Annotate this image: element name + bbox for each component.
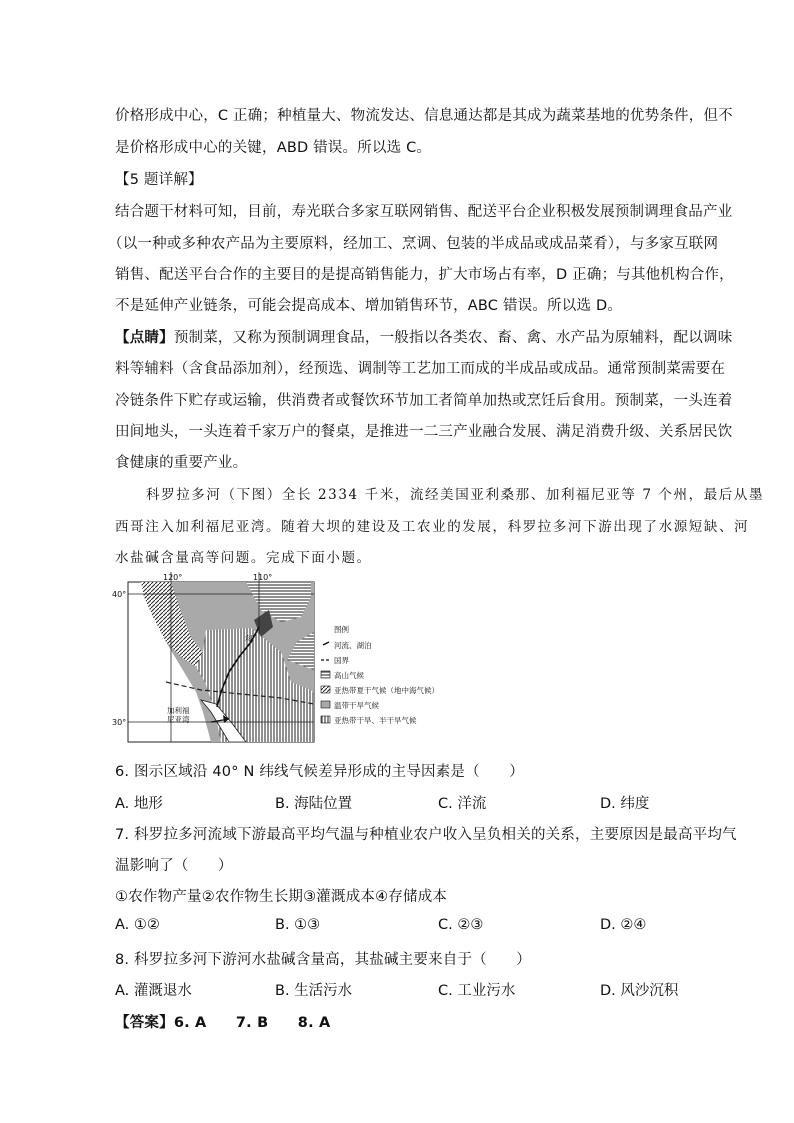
text-line bbox=[115, 326, 732, 347]
legend-mediterranean-swatch bbox=[321, 686, 330, 693]
note-text: 预制菜，又称为预制调理食品，一般指以各类农、畜、禽、水产品为原辅料，配以调味 bbox=[173, 330, 733, 346]
text-line: 食健康的重要产业。 bbox=[115, 455, 248, 471]
intro-line: 科罗拉多河（下图）全长 2334 千米，流经美国亚利桑那、加利福尼亚等 7 个州，最后从墨 bbox=[146, 487, 765, 503]
legend-river-icon bbox=[323, 642, 329, 645]
legend-item: 河流、湖泊 bbox=[334, 641, 372, 650]
question-6-option-a: A. 地形 bbox=[115, 796, 163, 812]
lat-label-40: 40° bbox=[112, 590, 127, 599]
text-line: 不是延伸产业链条，可能会提高成本、增加销售环节，ABC 错误。所以选 D。 bbox=[115, 298, 623, 314]
question-7-option-a: A. ①② bbox=[115, 917, 160, 933]
answer-label: 【答案】 bbox=[115, 1015, 174, 1031]
question-7-option-c: C. ②③ bbox=[438, 917, 484, 933]
gulf-label: 尼亚湾 bbox=[167, 715, 190, 724]
text-line: （以一种或多种农产品为主要原料，经加工、烹调、包装的半成品或成品菜肴），与多家互联网 bbox=[108, 236, 719, 252]
question-7-option-d: D. ②④ bbox=[600, 917, 647, 933]
question-8-option-c: C. 工业污水 bbox=[438, 983, 516, 999]
gulf-label: 加利福 bbox=[167, 706, 190, 715]
question-8-option-d: D. 风沙沉积 bbox=[600, 983, 679, 999]
legend-item: 亚热带干旱、半干旱气候 bbox=[334, 716, 417, 725]
question-6-option-c: C. 洋流 bbox=[438, 796, 487, 812]
legend-item: 高山气候 bbox=[334, 671, 364, 680]
question-7-stem: 温影响了（ ） bbox=[115, 858, 233, 874]
lat-label-30: 30° bbox=[112, 718, 127, 727]
text-line: 料等辅料（含食品添加剂），经预选、调制等工艺加工而成的半成品或成品。通常预制菜需要在 bbox=[115, 361, 726, 377]
question-7-stem: 7. 科罗拉多河流域下游最高平均气温与种植业农户收入呈负相关的关系，主要原因是最高平均气 bbox=[115, 827, 737, 843]
section-heading: 【5 题详解】 bbox=[115, 172, 203, 188]
question-8-option-a: A. 灌溉退水 bbox=[115, 983, 192, 999]
text-line: 是价格形成中心的关键，ABD 错误。所以选 C。 bbox=[115, 140, 432, 156]
note-label: 【点睛】 bbox=[115, 330, 174, 346]
legend-item: 亚热带夏干气候（地中海气候） bbox=[334, 686, 439, 695]
text-line: 结合题干材料可知，目前，寿光联合多家互联网销售、配送平台企业积极发展预制调理食品产业 bbox=[115, 204, 733, 220]
question-7-option-b: B. ①③ bbox=[275, 917, 321, 933]
answer-line bbox=[115, 1011, 330, 1032]
lon-label-110: 110° bbox=[253, 573, 273, 582]
question-6-option-b: B. 海陆位置 bbox=[275, 796, 353, 812]
colorado-river-climate-map bbox=[111, 572, 439, 752]
legend-subtropical-arid-swatch bbox=[321, 716, 330, 723]
intro-line: 西哥注入加利福尼亚湾。随着大坝的建设及工农业的发展，科罗拉多河下游出现了水源短缺、河 bbox=[115, 519, 750, 535]
text-line: 冷链条件下贮存或运输，供消费者或餐饮环节加工者简单加热或烹饪后食用。预制菜，一头连着 bbox=[115, 393, 733, 409]
text-line: 田间地头，一头连着千家万户的餐桌，是推进一二三产业融合发展、满足消费升级、关系居民饮 bbox=[115, 424, 733, 440]
intro-line: 水盐碱含量高等问题。完成下面小题。 bbox=[115, 550, 372, 566]
answer-values: 6. A 7. B 8. A bbox=[173, 1015, 331, 1031]
legend-temperate-arid-swatch bbox=[321, 701, 330, 708]
question-6-stem: 6. 图示区域沿 40° N 纬线气候差异形成的主导因素是（ ） bbox=[115, 764, 524, 780]
legend-highland-swatch bbox=[321, 671, 330, 678]
legend-item: 温带干旱气候 bbox=[334, 701, 379, 710]
legend-item: 国界 bbox=[334, 656, 349, 665]
question-8-stem: 8. 科罗拉多河下游河水盐碱含量高，其盐碱主要来自于（ ） bbox=[115, 952, 531, 968]
lon-label-120: 120° bbox=[163, 573, 183, 582]
question-6-option-d: D. 纬度 bbox=[600, 796, 650, 812]
question-7-choices: ①农作物产量②农作物生长期③灌溉成本④存储成本 bbox=[115, 889, 448, 905]
river-label: 科 bbox=[245, 635, 253, 644]
map-legend bbox=[321, 624, 439, 725]
text-line: 价格形成中心，C 正确；种植量大、物流发达、信息通达都是其成为蔬菜基地的优势条件，但不 bbox=[115, 108, 733, 124]
question-8-option-b: B. 生活污水 bbox=[275, 983, 353, 999]
text-line: 销售、配送平台合作的主要目的是提高销售能力，扩大市场占有率，D 正确；与其他机构合作， bbox=[115, 267, 734, 283]
legend-title: 图例 bbox=[334, 625, 349, 634]
